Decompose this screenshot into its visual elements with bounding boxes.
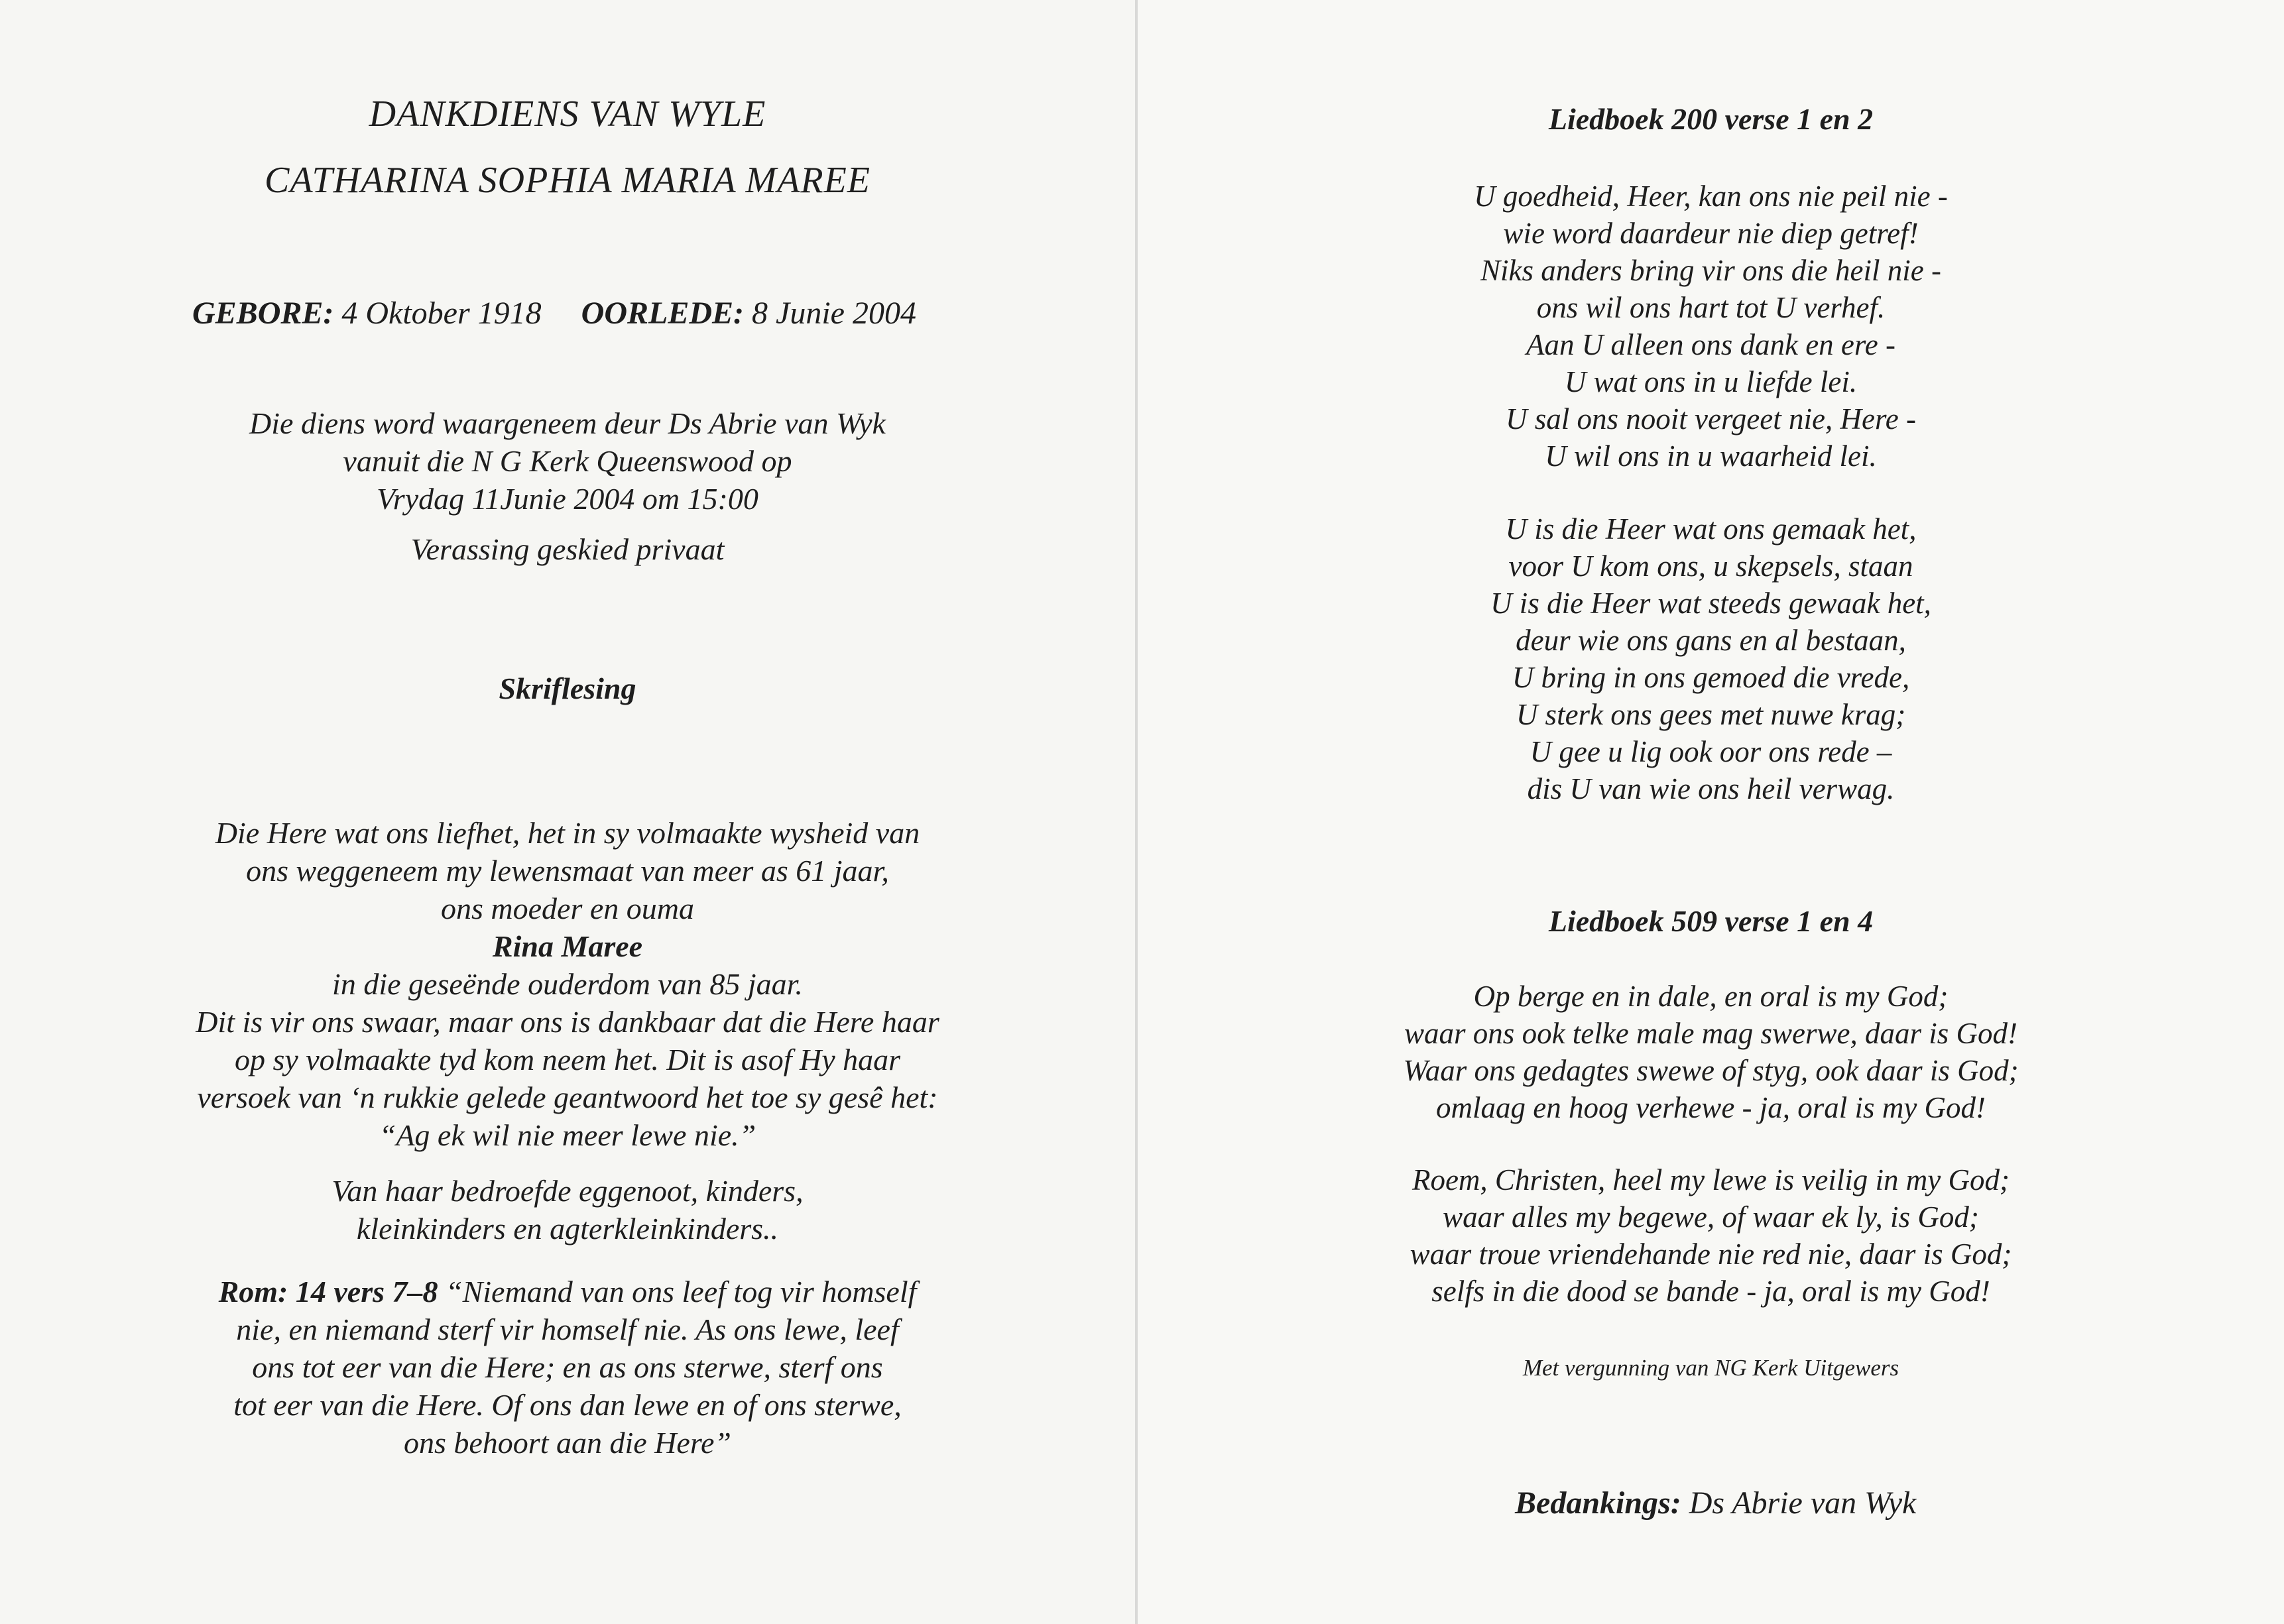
title-line-2: CATHARINA SOPHIA MARIA MAREE (265, 160, 871, 201)
service-line: Die diens word waargeneem deur Ds Abrie van Wyk (249, 406, 886, 440)
scripture-line: nie, en niemand sterf vir homself nie. As ons lewe, leef (236, 1312, 899, 1346)
hymn1-heading: Liedboek 200 verse 1 en 2 (1548, 102, 1874, 136)
announcement-line: “Ag ek wil nie meer lewe nie.” (379, 1118, 756, 1152)
hymn-line: U is die Heer wat steeds gewaak het, (1490, 587, 1931, 620)
hymn-line: waar ons ook telke male mag swerwe, daar is God! (1404, 1017, 2017, 1050)
family-line: kleinkinders en agterkleinkinders.. (356, 1212, 779, 1246)
scripture-line: ons behoort aan die Here” (403, 1426, 732, 1460)
hymn-line: waar troue vriendehande nie red nie, daar is God; (1410, 1238, 2012, 1271)
scripture-line (0, 1273, 1135, 1310)
scripture-line: tot eer van die Here. Of ons dan lewe en of ons sterwe, (233, 1388, 902, 1422)
hymn-line: Op berge en in dale, en oral is my God; (1473, 980, 1949, 1013)
scripture-text (0, 1273, 1135, 1462)
hymn-line: U wil ons in u waarheid lei. (1545, 439, 1877, 473)
publisher-credit: Met vergunning van NG Kerk Uitgewers (1522, 1355, 1899, 1381)
hymn-line: U sterk ons gees met nuwe krag; (1516, 698, 1906, 731)
hymn-line: ons wil ons hart tot U verhef. (1536, 291, 1886, 324)
hymn-line: U wat ons in u liefde lei. (1564, 365, 1858, 398)
announcement-line: ons moeder en ouma (441, 892, 694, 925)
hymn-line: Roem, Christen, heel my lewe is veilig in my God; (1412, 1163, 2010, 1196)
hymn-line: dis U van wie ons heil verwag. (1527, 772, 1895, 805)
hymn2-heading: Liedboek 509 verse 1 en 4 (1548, 904, 1874, 938)
hymn-line: U is die Heer wat ons gemaak het, (1505, 512, 1917, 546)
hymn2-verse1 (1138, 978, 2284, 1126)
born-label: GEBORE: (192, 296, 334, 331)
hymn1-verse1 (1138, 178, 2284, 475)
died-label: OORLEDE: (581, 296, 745, 331)
announcement-line: ons weggeneem my lewensmaat van meer as 61 jaar, (246, 854, 889, 888)
hymn-line: omlaag en hoog verhewe - ja, oral is my God! (1435, 1091, 1986, 1124)
service-line: Vrydag 11Junie 2004 om 15:00 (377, 482, 758, 516)
announcement-line: in die geseënde ouderdom van 85 jaar. (332, 967, 803, 1001)
hymn2-verse2 (1138, 1161, 2284, 1310)
title-line-1: DANKDIENS VAN WYLE (369, 93, 766, 135)
cremation-note: Verassing geskied privaat (410, 532, 725, 566)
right-page (1138, 0, 2284, 1624)
service-details (0, 404, 1135, 518)
service-line: vanuit die N G Kerk Queenswood op (343, 444, 792, 478)
hymn-line: U sal ons nooit vergeet nie, Here - (1505, 402, 1916, 435)
hymn-line: U goedheid, Heer, kan ons nie peil nie - (1474, 180, 1948, 213)
dates-line (192, 295, 916, 331)
scripture-line-text: “Niemand van ons leef tog vir homself (446, 1275, 917, 1308)
hymn-line: U gee u lig ook oor ons rede – (1530, 735, 1892, 768)
announcement-line: versoek van ‘n rukkie gelede geantwoord het toe sy gesê het: (197, 1080, 938, 1114)
scripture-line: ons tot eer van die Here; en as ons sterwe, sterf ons (252, 1350, 883, 1384)
announcement-line: op sy volmaakte tyd kom neem het. Dit is asof Hy haar (234, 1043, 901, 1076)
announcement-line: Die Here wat ons liefhet, het in sy volmaakte wysheid van (215, 816, 920, 850)
hymn-line: wie word daardeur nie diep getref! (1503, 217, 1919, 250)
family-note (0, 1172, 1135, 1247)
scripture-reference: Rom: 14 vers 7–8 (218, 1275, 438, 1308)
left-page (0, 0, 1135, 1624)
hymn-line: waar alles my begewe, of waar ek ly, is God; (1443, 1200, 1979, 1234)
hymn-line: Niks anders bring vir ons die heil nie - (1480, 254, 1941, 287)
born-date: 4 Oktober 1918 (341, 296, 542, 331)
thanks-label: Bedankings: (1515, 1485, 1681, 1521)
thanks-name: Ds Abrie van Wyk (1689, 1485, 1917, 1521)
hymn-line: U bring in ons gemoed die vrede, (1512, 661, 1910, 694)
hymn-line: voor U kom ons, u skepsels, staan (1508, 550, 1913, 583)
hymn-line: selfs in die dood se bande - ja, oral is my God! (1431, 1275, 1990, 1308)
announcement-line: Dit is vir ons swaar, maar ons is dankbaar dat die Here haar (196, 1005, 939, 1039)
scripture-heading: Skriflesing (499, 671, 636, 705)
announcement (0, 814, 1135, 1154)
thanks-line (1515, 1485, 1916, 1521)
hymn-line: Waar ons gedagtes swewe of styg, ook daar is God; (1403, 1054, 2019, 1087)
hymn-line: deur wie ons gans en al bestaan, (1516, 624, 1906, 657)
died-date: 8 Junie 2004 (752, 296, 916, 331)
hymn1-verse2 (1138, 510, 2284, 807)
deceased-name: Rina Maree (492, 929, 643, 963)
hymn-line: Aan U alleen ons dank en ere - (1526, 328, 1895, 361)
family-line: Van haar bedroefde eggenoot, kinders, (331, 1174, 804, 1208)
